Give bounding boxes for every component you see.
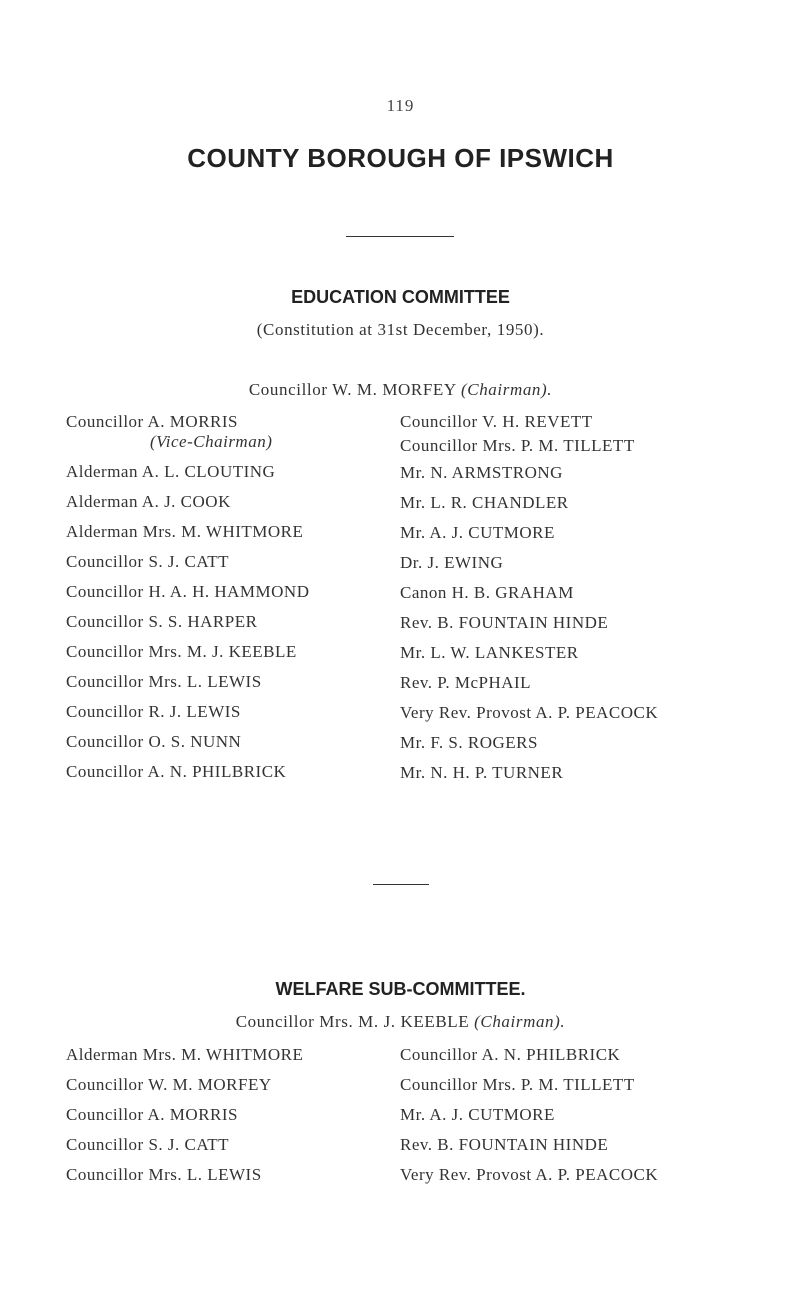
member-row: Alderman Mrs. M. WHITMORE xyxy=(66,522,304,541)
member-row: Councillor S. J. CATT xyxy=(66,552,230,571)
education-chairman-name: Councillor W. M. MORFEY xyxy=(248,380,457,399)
welfare-heading: WELFARE SUB-COMMITTEE. xyxy=(275,979,526,999)
member-row: Very Rev. Provost A. P. PEACOCK xyxy=(400,703,659,722)
member-row: Councillor V. H. REVETT xyxy=(400,412,593,431)
member-row: Mr. L. R. CHANDLER xyxy=(400,493,569,512)
page-number: 119 xyxy=(386,96,415,115)
welfare-chairman xyxy=(0,1012,801,1032)
member-row: Very Rev. Provost A. P. PEACOCK xyxy=(400,1165,659,1184)
member-row: Councillor Mrs. M. J. KEEBLE xyxy=(66,642,297,661)
education-chairman-role: (Chairman). xyxy=(461,380,553,399)
member-row: Councillor A. MORRIS xyxy=(66,1105,238,1124)
member-row: Councillor H. A. H. HAMMOND xyxy=(66,582,310,601)
member-row: Councillor R. J. LEWIS xyxy=(66,702,241,721)
member-row: Mr. F. S. ROGERS xyxy=(400,733,538,752)
member-row: Councillor Mrs. P. M. TILLETT xyxy=(400,1075,635,1094)
member-row: Councillor S. J. CATT xyxy=(66,1135,230,1154)
member-row: Canon H. B. GRAHAM xyxy=(400,583,574,602)
member-row: Mr. A. J. CUTMORE xyxy=(400,523,555,542)
member-row: Alderman A. J. COOK xyxy=(66,492,231,511)
member-row: Councillor S. S. HARPER xyxy=(66,612,258,631)
divider-middle xyxy=(373,884,429,885)
welfare-chairman-role: (Chairman). xyxy=(474,1012,566,1031)
welfare-chairman-name: Councillor Mrs. M. J. KEEBLE xyxy=(235,1012,470,1031)
member-row: Dr. J. EWING xyxy=(400,553,504,572)
member-row: Councillor Mrs. L. LEWIS xyxy=(66,672,262,691)
member-row: Mr. L. W. LANKESTER xyxy=(400,643,579,662)
divider-top xyxy=(346,236,454,237)
education-subheading: (Constitution at 31st December, 1950). xyxy=(256,320,545,339)
member-row: Mr. A. J. CUTMORE xyxy=(400,1105,555,1124)
member-row: Rev. B. FOUNTAIN HINDE xyxy=(400,1135,609,1154)
member-row: Councillor A. N. PHILBRICK xyxy=(400,1045,621,1064)
member-row: Alderman A. L. CLOUTING xyxy=(66,462,276,481)
page-title: COUNTY BOROUGH OF IPSWICH xyxy=(187,143,614,173)
member-row: Alderman Mrs. M. WHITMORE xyxy=(66,1045,304,1064)
member-row: Rev. P. McPHAIL xyxy=(400,673,532,692)
member-row: Mr. N. H. P. TURNER xyxy=(400,763,564,782)
member-row: Councillor Mrs. P. M. TILLETT xyxy=(400,436,635,455)
member-row: Councillor O. S. NUNN xyxy=(66,732,242,751)
education-chairman xyxy=(0,380,801,400)
vice-chairman-note: (Vice-Chairman) xyxy=(150,432,273,451)
member-row: Councillor A. MORRIS xyxy=(66,412,238,431)
member-row: Councillor Mrs. L. LEWIS xyxy=(66,1165,262,1184)
member-row: Councillor W. M. MORFEY xyxy=(66,1075,272,1094)
member-row: Mr. N. ARMSTRONG xyxy=(400,463,563,482)
education-heading: EDUCATION COMMITTEE xyxy=(291,287,510,307)
member-row: Rev. B. FOUNTAIN HINDE xyxy=(400,613,609,632)
member-row: Councillor A. N. PHILBRICK xyxy=(66,762,287,781)
